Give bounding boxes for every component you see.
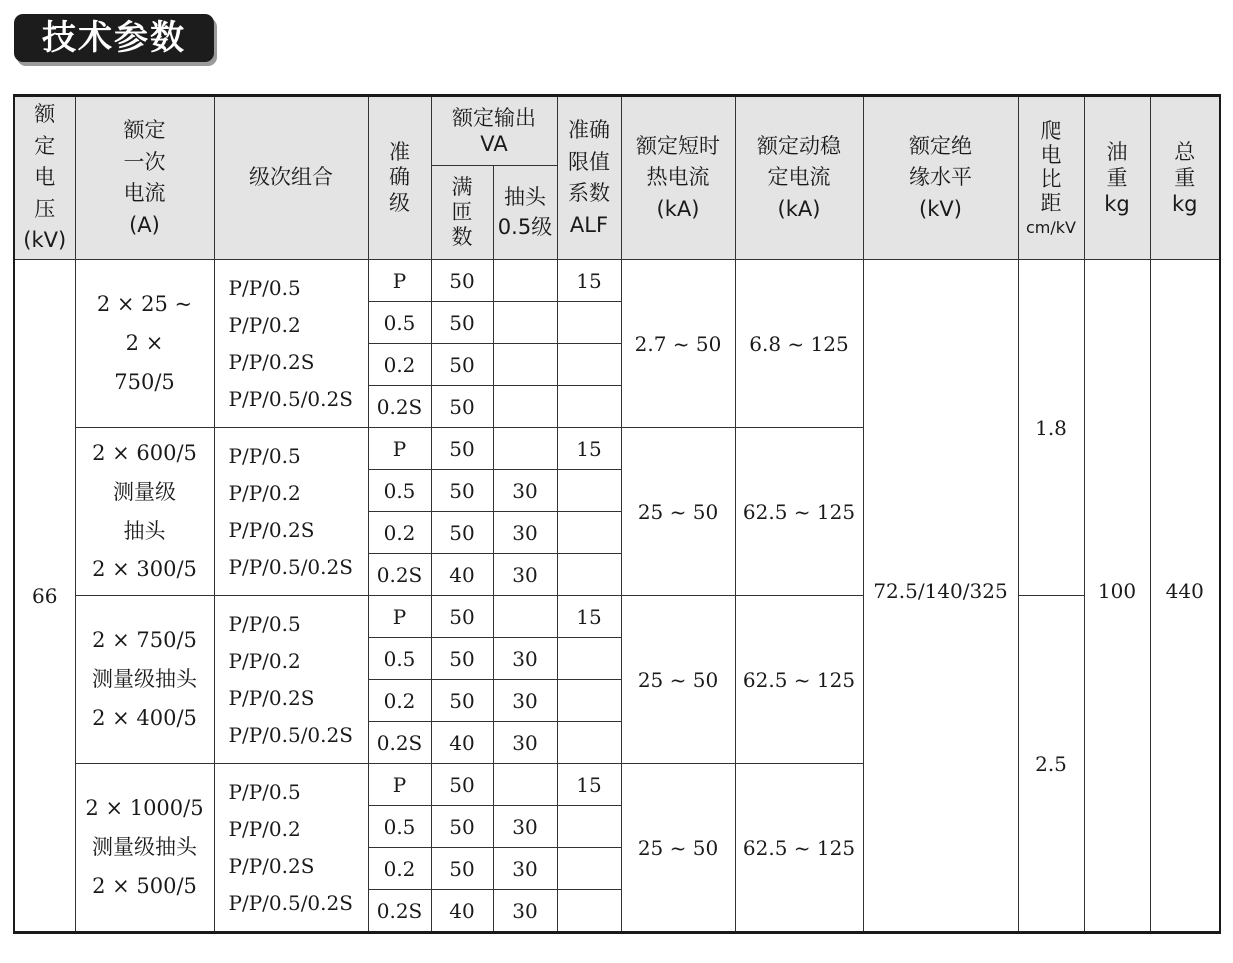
alf-cell: [557, 512, 621, 554]
alf-cell: [557, 470, 621, 512]
accuracy-class-cell: 0.5: [368, 470, 431, 512]
spec-table: [13, 94, 1221, 934]
tap-cell: [493, 302, 557, 344]
tap-cell: [493, 386, 557, 428]
header-total-weight: 总 重 kg: [1150, 96, 1220, 260]
rated-current-cell: 2 × 600/5 测量级 抽头 2 × 300/5: [75, 428, 214, 596]
tap-cell: [493, 764, 557, 806]
header-short-time-current: 额定短时 热电流 (kA): [621, 96, 735, 260]
page-title: 技术参数: [14, 14, 214, 62]
tap-cell: [493, 344, 557, 386]
creepage-upper-cell: 1.8: [1018, 260, 1084, 596]
accuracy-class-cell: 0.2S: [368, 890, 431, 933]
full-turns-cell: 50: [431, 386, 493, 428]
tap-cell: 30: [493, 512, 557, 554]
tap-cell: 30: [493, 806, 557, 848]
alf-cell: 15: [557, 428, 621, 470]
short-time-current-cell: 25 ~ 50: [621, 764, 735, 933]
total-weight-cell: 440: [1150, 596, 1220, 933]
full-turns-cell: 50: [431, 638, 493, 680]
short-time-current-cell: 25 ~ 50: [621, 596, 735, 764]
header-creepage: 爬 电 比 距 cm/kV: [1018, 96, 1084, 260]
tap-cell: 30: [493, 554, 557, 596]
accuracy-class-cell: 0.2: [368, 344, 431, 386]
total-spacer-top: [1150, 260, 1220, 596]
full-turns-cell: 50: [431, 596, 493, 638]
header-oil-weight: 油 重 kg: [1084, 96, 1150, 260]
header-stage-combination: 级次组合: [214, 96, 368, 260]
header-rated-output: 额定输出 VA: [431, 96, 557, 166]
alf-cell: [557, 386, 621, 428]
full-turns-cell: 40: [431, 722, 493, 764]
header-rated-primary-current: 额定 一次 电流 (A): [75, 96, 214, 260]
dynamic-current-cell: 62.5 ~ 125: [735, 764, 863, 933]
tap-cell: 30: [493, 638, 557, 680]
alf-cell: [557, 554, 621, 596]
accuracy-class-cell: P: [368, 260, 431, 302]
oil-weight-cell: 100: [1084, 596, 1150, 933]
oil-spacer-top: [1084, 260, 1150, 596]
accuracy-class-cell: P: [368, 428, 431, 470]
header-accuracy-class: 准 确 级: [368, 96, 431, 260]
header-insulation-level: 额定绝 缘水平 (kV): [863, 96, 1018, 260]
full-turns-cell: 40: [431, 554, 493, 596]
alf-cell: [557, 638, 621, 680]
insulation-level-cell: 72.5/140/325: [863, 596, 1018, 933]
tap-cell: [493, 260, 557, 302]
tap-cell: 30: [493, 680, 557, 722]
accuracy-class-cell: P: [368, 764, 431, 806]
accuracy-class-cell: 0.2: [368, 848, 431, 890]
full-turns-cell: 50: [431, 470, 493, 512]
full-turns-cell: 40: [431, 890, 493, 933]
full-turns-cell: 50: [431, 260, 493, 302]
header-dynamic-current: 额定动稳 定电流 (kA): [735, 96, 863, 260]
full-turns-cell: 50: [431, 848, 493, 890]
alf-cell: 15: [557, 260, 621, 302]
alf-cell: [557, 848, 621, 890]
combination-cell: P/P/0.5 P/P/0.2 P/P/0.2S P/P/0.5/0.2S: [214, 260, 368, 428]
accuracy-class-cell: 0.2: [368, 680, 431, 722]
tap-cell: 30: [493, 890, 557, 933]
alf-cell: [557, 722, 621, 764]
rated-current-cell: 2 × 750/5 测量级抽头 2 × 400/5: [75, 596, 214, 764]
tap-cell: [493, 596, 557, 638]
accuracy-class-cell: 0.2S: [368, 386, 431, 428]
alf-cell: [557, 806, 621, 848]
alf-cell: [557, 344, 621, 386]
full-turns-cell: 50: [431, 764, 493, 806]
short-time-current-cell: 2.7 ~ 50: [621, 260, 735, 428]
accuracy-class-cell: 0.5: [368, 806, 431, 848]
alf-cell: 15: [557, 764, 621, 806]
full-turns-cell: 50: [431, 344, 493, 386]
accuracy-class-cell: 0.5: [368, 302, 431, 344]
alf-cell: 15: [557, 596, 621, 638]
full-turns-cell: 50: [431, 680, 493, 722]
tap-cell: 30: [493, 722, 557, 764]
combination-cell: P/P/0.5 P/P/0.2 P/P/0.2S P/P/0.5/0.2S: [214, 428, 368, 596]
tap-cell: 30: [493, 470, 557, 512]
alf-cell: [557, 680, 621, 722]
dynamic-current-cell: 62.5 ~ 125: [735, 596, 863, 764]
rated-current-cell: 2 × 1000/5 测量级抽头 2 × 500/5: [75, 764, 214, 933]
full-turns-cell: 50: [431, 806, 493, 848]
alf-cell: [557, 890, 621, 933]
table-row: [14, 596, 1220, 638]
dynamic-current-cell: 6.8 ~ 125: [735, 260, 863, 428]
table-row: [14, 260, 1220, 302]
creepage-lower-cell: 2.5: [1018, 596, 1084, 933]
combination-cell: P/P/0.5 P/P/0.2 P/P/0.2S P/P/0.5/0.2S: [214, 764, 368, 933]
insulation-spacer-top: [863, 260, 1018, 596]
rated-current-cell: 2 × 25 ~ 2 × 750/5: [75, 260, 214, 428]
header-alf: 准确 限值 系数 ALF: [557, 96, 621, 260]
header-rated-voltage: 额 定 电 压 (kV): [14, 96, 75, 260]
combination-cell: P/P/0.5 P/P/0.2 P/P/0.2S P/P/0.5/0.2S: [214, 596, 368, 764]
accuracy-class-cell: 0.2S: [368, 722, 431, 764]
full-turns-cell: 50: [431, 428, 493, 470]
header-tap: 抽头 0.5级: [493, 166, 557, 260]
tap-cell: 30: [493, 848, 557, 890]
tap-cell: [493, 428, 557, 470]
accuracy-class-cell: P: [368, 596, 431, 638]
full-turns-cell: 50: [431, 302, 493, 344]
accuracy-class-cell: 0.2: [368, 512, 431, 554]
full-turns-cell: 50: [431, 512, 493, 554]
header-full-turns: 满 匝 数: [431, 166, 493, 260]
short-time-current-cell: 25 ~ 50: [621, 428, 735, 596]
accuracy-class-cell: 0.5: [368, 638, 431, 680]
accuracy-class-cell: 0.2S: [368, 554, 431, 596]
rated-voltage-value: 66: [14, 260, 75, 933]
alf-cell: [557, 302, 621, 344]
dynamic-current-cell: 62.5 ~ 125: [735, 428, 863, 596]
